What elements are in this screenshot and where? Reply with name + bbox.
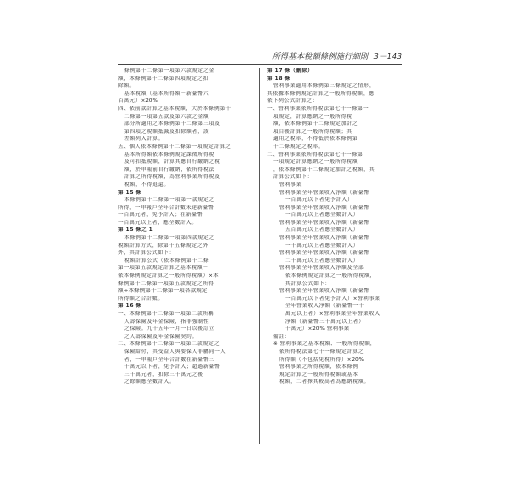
text-line: 稅額計算方式，除第十五條規定之外: [118, 242, 209, 249]
text-line: 其依據本條例規定計算之一般所得稅額，應: [267, 90, 375, 97]
text-line: 之餘額應全數計入。: [124, 379, 175, 386]
text-line: 項目後計算之一般所得稅額；其: [273, 128, 353, 135]
text-line: 千萬元以下者，免予計入；超過新臺幣: [124, 364, 220, 371]
text-line: 依本條例規定計算之一般所得稅額，: [285, 273, 376, 280]
text-line: 額，於申報前自行繳納，依所得稅法: [124, 166, 215, 173]
text-line: 差額列入計算。: [124, 136, 164, 143]
column-divider: [259, 68, 260, 444]
text-line: 其計算公式如下：: [285, 280, 331, 287]
text-line: 項規定，計算應納之一般所得稅: [273, 113, 353, 120]
article-heading: 第 16 條: [118, 303, 142, 310]
text-line: 第一項第五款規定計算之基本稅額－: [118, 265, 209, 272]
text-line: 營利事業全年營業收入淨額（新臺幣: [279, 235, 370, 242]
text-line: 基本所得額依本條例規定課徵所得稅: [124, 151, 215, 158]
text-line: 依所得稅法第七十一條規定計算之: [279, 348, 364, 355]
text-line: 額，依本條例第十二條規定加計之: [273, 121, 358, 128]
text-line: 第四項之稅額抵減及扣除額者，該: [124, 128, 209, 135]
text-line: ※ 營利事業之基本稅額、一般所得稅額，: [273, 341, 376, 348]
text-line: 額÷本條例第十二條第一項各款規定: [118, 288, 208, 295]
text-line: 保險給付，其受益人與要保人非屬同一人: [124, 348, 226, 355]
text-line: 五、個人依本條例第十二條第一項規定計算之: [118, 143, 231, 150]
text-line: 稅額計算公式（依本條例第十二條: [124, 257, 209, 264]
text-line: 營利事業全年營業收入淨額及全部: [279, 265, 364, 272]
text-line: 五百萬元以上者應全數計入）: [285, 227, 359, 234]
text-line: 一、本條例第十二條第一項第二款所稱: [118, 311, 214, 317]
text-line: 一百萬元者，免予計入；在新臺幣: [118, 212, 203, 219]
text-line: 額，本條例第十二條第四項規定之扣: [118, 75, 209, 82]
text-line: 營利事業全年營業收入淨額（新臺幣: [279, 189, 370, 196]
text-line: 一百萬元以下者免予計入）×營利事業: [285, 295, 381, 302]
article-heading: 第 17 條（刪除）: [267, 68, 313, 74]
text-line: 一百萬元以下者免予計入）: [285, 197, 353, 204]
text-line: 條例第十二條第一項第六款規定之金: [124, 68, 215, 74]
text-line: 萬元以上者）×營利事業全年營業收入: [285, 311, 381, 317]
text-line: 依下列公式計算之：: [267, 98, 318, 105]
text-line: 一項規定計算應納之一般所得稅額: [273, 159, 358, 166]
text-line: 全年營業收入淨額（新臺幣一千: [285, 303, 365, 310]
text-line: 十萬元）×20% 營利事業: [285, 326, 350, 333]
text-line: 營利事業: [279, 181, 302, 188]
text-line: 四、依前款計算之基本稅額，大於本條例第十: [118, 105, 231, 112]
text-line: 本條例第十二條第一項第一款規定之: [124, 197, 215, 204]
article-heading: 第 15 條之 1: [118, 227, 153, 234]
text-line: 基本稅額（基本所得額－新臺幣六: [124, 90, 209, 97]
text-line: 計算之所得稅額，為營利事業所得稅及: [124, 174, 220, 181]
article-heading: 第 15 條: [118, 189, 142, 196]
text-line: 營利事業之所得稅額，依本條例: [279, 364, 359, 371]
text-line: 者，一申報戶全年合計數在新臺幣三: [124, 356, 215, 363]
text-line: 營利事業全年營業收入淨額（新臺幣: [279, 219, 370, 226]
right-column: [267, 68, 399, 387]
text-line: 人壽保險及年金保險，指非強制性: [124, 318, 209, 325]
running-head: [118, 50, 402, 65]
text-line: 一、營利事業依所得稅法第七十一條第一: [267, 105, 369, 112]
text-line: 一百萬元以上者應全數計入）: [285, 212, 359, 219]
text-line: 二千萬元以上者應全數計入）: [285, 257, 359, 264]
text-line: 稅額，不得退還。: [124, 181, 170, 188]
text-line: 適用之稅率，不得低於依本條例第: [273, 136, 358, 143]
text-line: 及可扣抵稅額，計算其應自行繳納之稅: [124, 159, 220, 166]
text-line: 二、本條例第十二條第一項第二款規定之: [118, 341, 220, 348]
text-line: 百萬元）×20%: [118, 98, 158, 105]
text-line: 二條第一項第五款及第六款之金額: [124, 113, 209, 120]
text-line: 計算公式如下：: [273, 174, 313, 181]
text-line: 之保險。九十五年一月一日以後訂立: [124, 326, 215, 333]
text-line: 一百萬元以上者，應全數計入。: [118, 219, 198, 226]
running-head-title: 所得基本稅額條例施行細則: [272, 52, 368, 61]
text-line: 營利事業全年營業收入淨額（新臺幣: [279, 288, 370, 295]
text-line: 除額。: [118, 83, 135, 90]
text-line: 外，其計算公式如下：: [118, 250, 175, 257]
text-line: 營利事業適用本條例第三條規定之情形，: [273, 83, 375, 90]
left-column: [118, 68, 250, 387]
text-line: 三千萬元者，扣除三千萬元之後: [124, 371, 204, 378]
text-line: 所得額之合計數。: [118, 295, 164, 302]
text-line: 之人壽保險及年金保險契約。: [124, 333, 198, 340]
text-line: 二、營利事業依所得稅法第七十一條第: [267, 151, 363, 158]
text-line: 依本條例規定計算之一般所得稅額）×本: [118, 273, 219, 280]
text-line: 條例第十二條第一項第五款規定之所得: [118, 280, 214, 287]
text-line: 所得，一申報戶全年合計數未達新臺幣: [118, 204, 214, 211]
text-line: 所得額（不包括免稅所得）×20%: [279, 356, 365, 363]
text-line: 營利事業全年營業收入淨額（新臺幣: [279, 204, 370, 211]
text-line: 營利事業全年營業收入淨額（新臺幣: [279, 250, 370, 257]
text-line: 一千萬元以上者應全數計入）: [285, 242, 359, 249]
article-heading: 第 18 條: [267, 75, 291, 82]
text-line: 部分所適用之本條例第十二條第三項及: [124, 121, 220, 128]
text-line: 備註：: [273, 333, 290, 340]
text-line: 十二條規定之稅率。: [273, 143, 324, 150]
text-line: ，依本條例第十二條規定加計之稅額，其: [273, 166, 375, 173]
document-page: [118, 50, 402, 450]
page-number: 3－143: [373, 52, 402, 61]
text-line: 規定計算之一般所得稅額或基本: [279, 371, 359, 378]
text-line: 淨額（新臺幣三千萬元以上者）: [285, 318, 365, 325]
text-line: 本條例第十二條第一項第四款規定之: [124, 235, 215, 242]
text-line: 稅額，二者擇其較高者為應納稅額。: [279, 379, 370, 386]
